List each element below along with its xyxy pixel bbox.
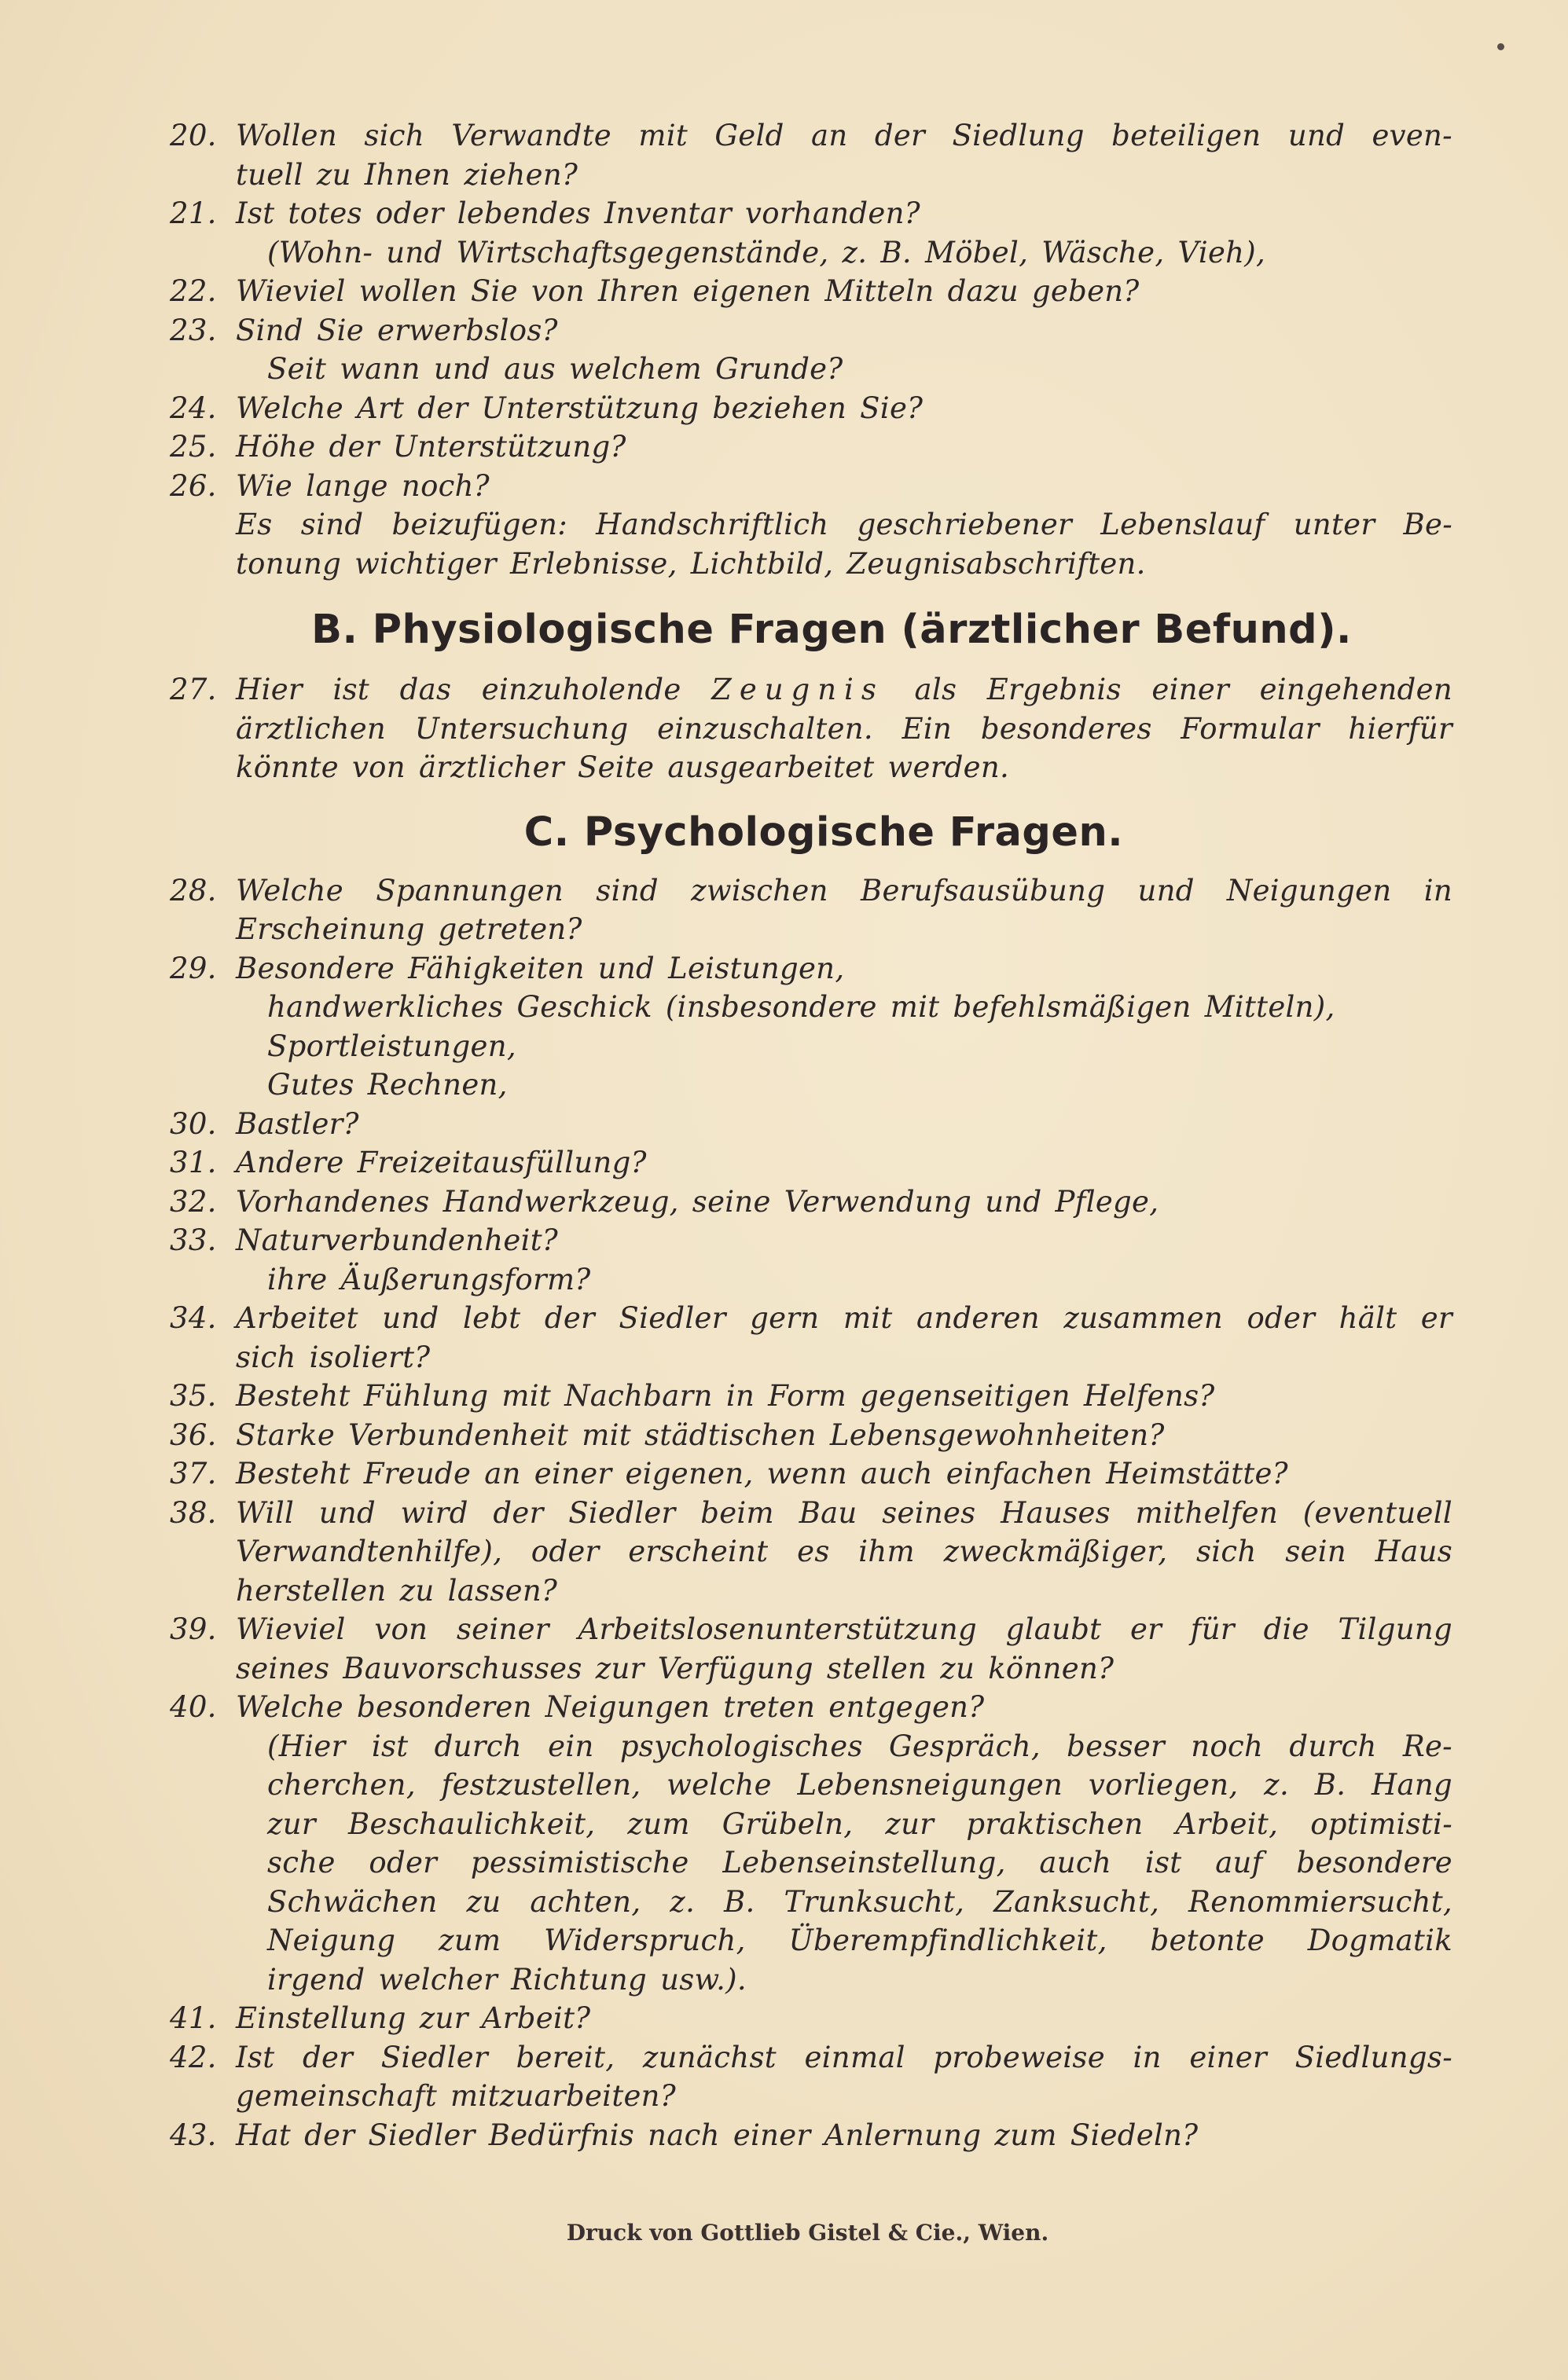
- question-number: 24.: [170, 391, 217, 425]
- question-line: Sind Sie erwerbslos?: [236, 313, 558, 347]
- question-subline: handwerkliches Geschick (insbesondere mit befehlsmäßigen Mitteln),: [267, 990, 1335, 1024]
- printer-imprint: Druck von Gottlieb Gistel & Cie., Wien.: [566, 2220, 1049, 2246]
- question-line: tuell zu Ihnen ziehen?: [236, 157, 578, 192]
- question-number: 25.: [170, 430, 217, 464]
- question-line: seines Bauvorschusses zur Verfügung stellen zu können?: [236, 1651, 1114, 1685]
- question-39: [163, 1610, 1452, 1688]
- question-23: [163, 311, 1452, 389]
- question-43: [163, 2116, 1452, 2155]
- heading-psychological: C. Psychologische Fragen.: [523, 809, 1124, 856]
- question-line: ärztlichen Untersuchung einzuschalten. Ein besonderes Formular hierfür: [236, 711, 1452, 746]
- question-subline: zur Beschaulichkeit, zum Grübeln, zur praktischen Arbeit, optimisti-: [267, 1806, 1452, 1841]
- question-subline: Seit wann und aus welchem Grunde?: [267, 352, 843, 386]
- question-subline: (Hier ist durch ein psychologisches Gespräch, besser noch durch Re-: [267, 1729, 1452, 1763]
- question-subline: Sportleistungen,: [267, 1029, 516, 1063]
- question-27: [163, 670, 1452, 787]
- question-number: 42.: [170, 2040, 217, 2074]
- question-line: könnte von ärztlicher Seite ausgearbeitet werden.: [236, 750, 1010, 784]
- question-number: 23.: [170, 313, 217, 347]
- question-number: 26.: [170, 468, 217, 503]
- question-21: [163, 194, 1452, 272]
- question-40: [163, 1688, 1452, 1999]
- question-number: 29.: [170, 951, 217, 985]
- question-38: [163, 1494, 1452, 1611]
- question-subline: Schwächen zu achten, z. B. Trunksucht, Zanksucht, Renommiersucht,: [267, 1884, 1452, 1919]
- question-25: [163, 427, 1452, 467]
- question-subline: cherchen, festzustellen, welche Lebensneigungen vorliegen, z. B. Hang: [267, 1768, 1452, 1802]
- question-42: [163, 2038, 1452, 2116]
- questionnaire-body: [163, 116, 1452, 2154]
- question-30: [163, 1105, 1452, 1144]
- question-line: Verwandtenhilfe), oder erscheint es ihm zweckmäßiger, sich sein Haus: [236, 1535, 1452, 1568]
- question-36: [163, 1416, 1452, 1455]
- question-24: [163, 389, 1452, 428]
- question-number: 30.: [170, 1106, 217, 1141]
- question-line: Einstellung zur Arbeit?: [236, 2001, 591, 2035]
- question-line: Ist der Siedler bereit, zunächst einmal probeweise in einer Siedlungs-: [236, 2040, 1452, 2074]
- question-number: 21.: [170, 196, 217, 230]
- question-26: [163, 467, 1452, 506]
- question-number: 34.: [170, 1301, 217, 1335]
- question-subline: (Wohn- und Wirtschaftsgegenstände, z. B. Möbel, Wäsche, Vieh),: [267, 235, 1266, 270]
- question-line: Vorhandenes Handwerkzeug, seine Verwendung und Pflege,: [236, 1184, 1159, 1219]
- question-22: [163, 272, 1452, 311]
- question-number: 32.: [170, 1184, 217, 1219]
- question-line: Wieviel von seiner Arbeitslosenunterstützung glaubt er für die Tilgung: [236, 1612, 1452, 1646]
- question-line: Welche Spannungen sind zwischen Berufsausübung und Neigungen in: [236, 873, 1452, 908]
- question-35: [163, 1377, 1452, 1416]
- question-number: 33.: [170, 1223, 217, 1257]
- question-number: 35.: [170, 1379, 217, 1413]
- section-c-items: [163, 871, 1452, 2155]
- question-number: 28.: [170, 873, 217, 908]
- question-31: [163, 1143, 1452, 1183]
- heading-physiological: B. Physiologische Fragen (ärztlicher Befund).: [311, 607, 1352, 653]
- spaced-word: Zeugnis: [711, 673, 884, 706]
- question-32: [163, 1183, 1452, 1222]
- question-subline: sche oder pessimistische Lebenseinstellung, auch ist auf besondere: [267, 1846, 1452, 1879]
- question-37: [163, 1454, 1452, 1494]
- question-line: Besondere Fähigkeiten und Leistungen,: [236, 951, 845, 985]
- question-number: 20.: [170, 119, 217, 152]
- question-line: Besteht Freude an einer eigenen, wenn auch einfachen Heimstätte?: [236, 1457, 1288, 1491]
- question-subline: Neigung zum Widerspruch, Überempfindlichkeit, betonte Dogmatik: [267, 1923, 1452, 1957]
- question-line: Welche besonderen Neigungen treten entgegen?: [236, 1690, 985, 1724]
- ink-dot: [1497, 43, 1504, 50]
- question-line: Welche Art der Unterstützung beziehen Sie?: [236, 391, 924, 425]
- question-line: herstellen zu lassen?: [236, 1573, 558, 1608]
- question-number: 22.: [170, 274, 217, 308]
- question-line: Andere Freizeitausfüllung?: [236, 1146, 647, 1179]
- attachments-note: [163, 505, 1452, 583]
- question-41: [163, 1999, 1452, 2038]
- question-line: sich isoliert?: [236, 1340, 431, 1374]
- question-subline: Gutes Rechnen,: [267, 1068, 508, 1102]
- question-20: [163, 116, 1452, 194]
- question-28: [163, 871, 1452, 949]
- question-line: Es sind beizufügen: Handschriftlich geschriebener Lebenslauf unter Be-: [236, 508, 1452, 541]
- question-line: Hat der Siedler Bedürfnis nach einer Anlernung zum Siedeln?: [236, 2118, 1199, 2152]
- question-line: Bastler?: [236, 1106, 359, 1141]
- question-number: 27.: [170, 673, 217, 706]
- question-number: 40.: [170, 1690, 217, 1724]
- question-34: [163, 1299, 1452, 1377]
- question-line: tonung wichtiger Erlebnisse, Lichtbild, Zeugnisabschriften.: [236, 546, 1146, 581]
- question-line: Wollen sich Verwandte mit Geld an der Siedlung beteiligen und even-: [236, 119, 1452, 152]
- question-line: Wie lange noch?: [236, 468, 490, 503]
- question-line: Will und wird der Siedler beim Bau seines Hauses mithelfen (eventuell: [236, 1495, 1452, 1530]
- question-line: Erscheinung getreten?: [236, 912, 582, 946]
- question-line: Ist totes oder lebendes Inventar vorhanden?: [236, 196, 920, 230]
- question-number: 39.: [170, 1612, 217, 1646]
- question-line: gemeinschaft mitzuarbeiten?: [236, 2079, 676, 2113]
- question-number: 36.: [170, 1417, 217, 1452]
- question-subline: ihre Äußerungsform?: [267, 1262, 591, 1296]
- question-line: Starke Verbundenheit mit städtischen Lebensgewohnheiten?: [236, 1417, 1165, 1452]
- question-number: 31.: [170, 1146, 217, 1179]
- question-subline: irgend welcher Richtung usw.).: [267, 1962, 747, 1997]
- question-29: [163, 949, 1452, 1105]
- question-line: Naturverbundenheit?: [236, 1223, 559, 1257]
- question-line: Hier ist das einzuholende Zeugnis als Ergebnis einer eingehenden: [236, 673, 1452, 706]
- question-line: Arbeitet und lebt der Siedler gern mit anderen zusammen oder hält er: [236, 1301, 1452, 1335]
- question-line: Besteht Fühlung mit Nachbarn in Form gegenseitigen Helfens?: [236, 1379, 1215, 1413]
- question-line: Höhe der Unterstützung?: [236, 430, 626, 464]
- question-line: Wieviel wollen Sie von Ihren eigenen Mitteln dazu geben?: [236, 274, 1140, 308]
- question-number: 43.: [170, 2118, 217, 2152]
- question-number: 37.: [170, 1457, 217, 1491]
- question-33: [163, 1221, 1452, 1299]
- question-number: 41.: [170, 2001, 217, 2035]
- section-a-items: [163, 116, 1452, 583]
- question-number: 38.: [170, 1495, 217, 1530]
